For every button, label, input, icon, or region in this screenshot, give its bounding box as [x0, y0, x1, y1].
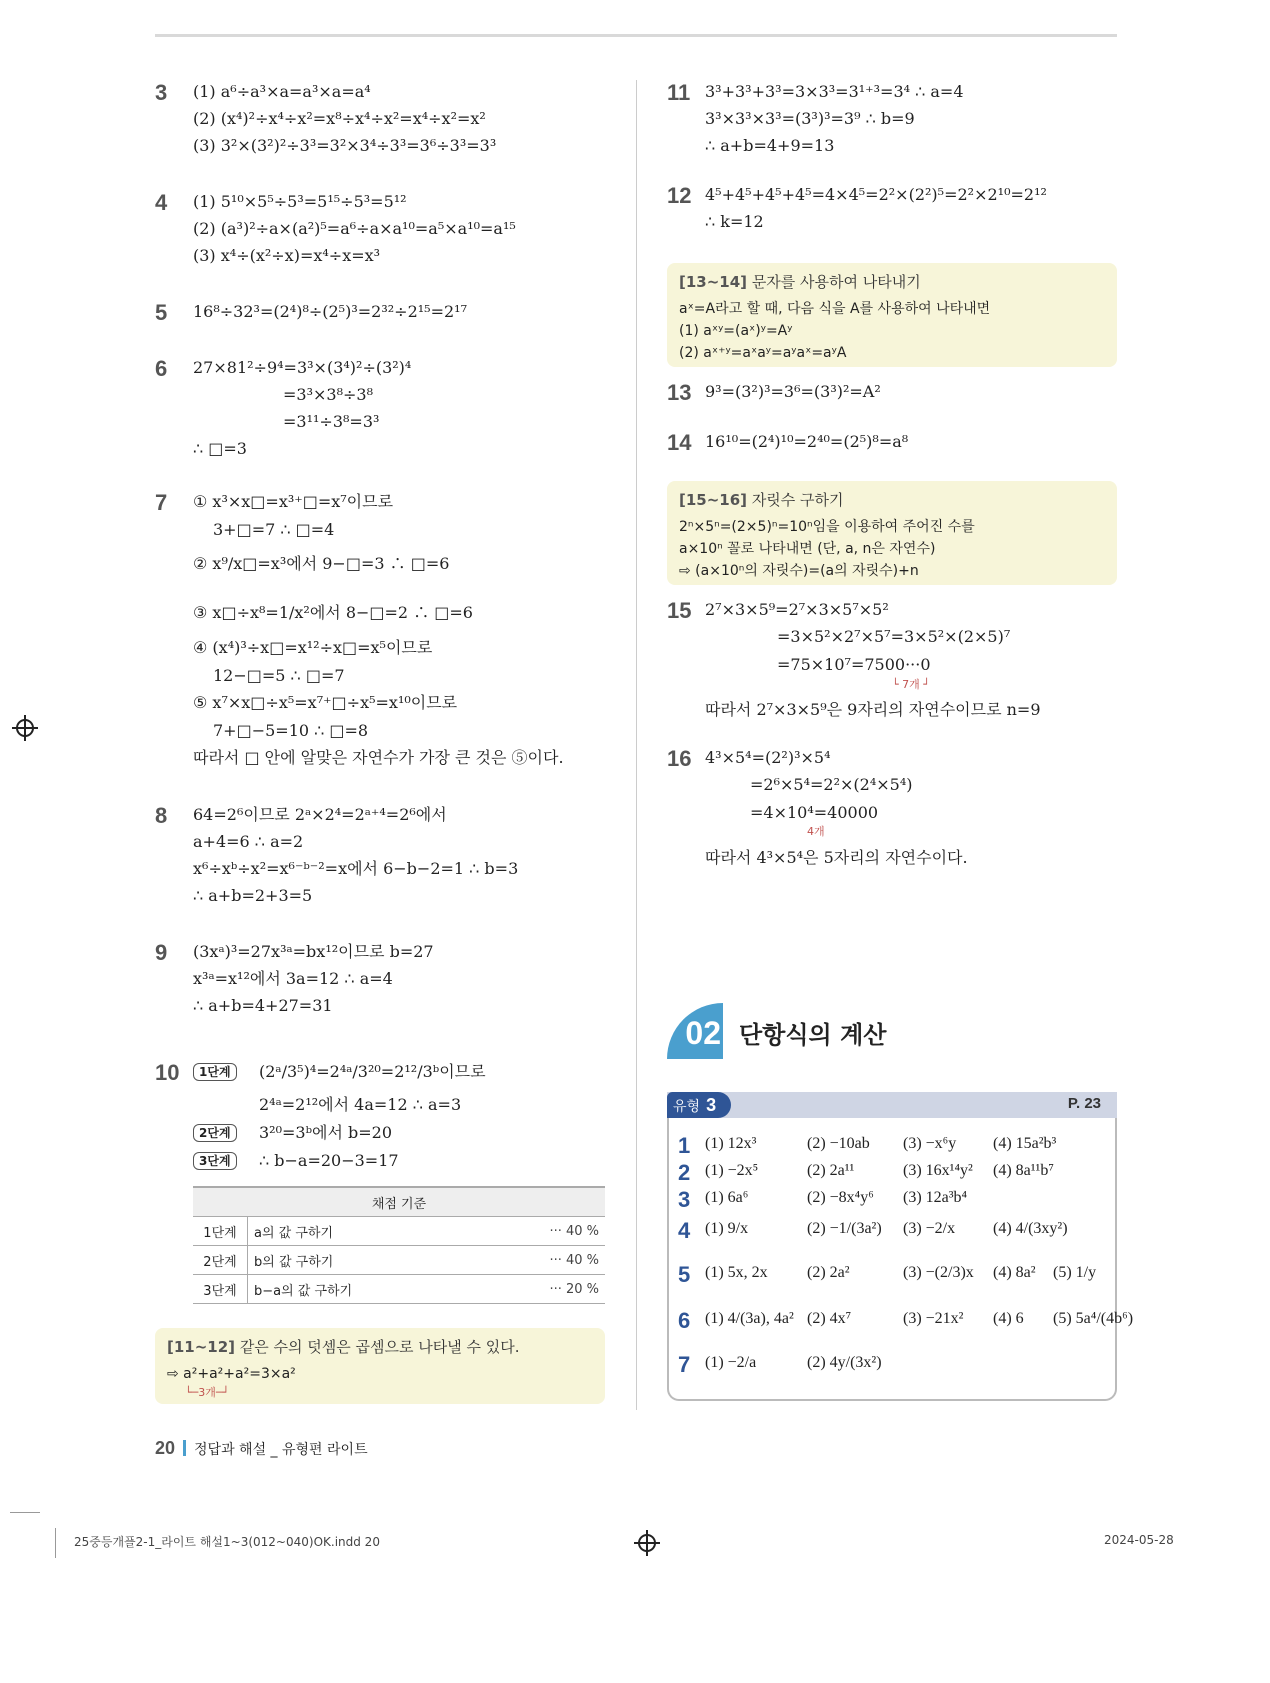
solution-line: =2⁶×5⁴=2²×(2⁴×5⁴): [750, 775, 913, 794]
tip-box-15-16: [667, 481, 1117, 585]
solution-line: ② x⁹/x□=x³에서 9−□=3 ∴ □=6: [193, 554, 450, 573]
problem-number: 7: [155, 490, 168, 515]
answer-item: (3) −21x²: [903, 1310, 964, 1327]
solution-line: ∴ a+b=4+27=31: [193, 996, 333, 1015]
solution-line: (2) (x⁴)²÷x⁴÷x²=x⁸÷x⁴÷x²=x⁴÷x²=x²: [193, 109, 486, 128]
solution-line: ∴ a+b=4+9=13: [705, 136, 835, 155]
tip-range: [15~16]: [679, 491, 748, 509]
solution-line: 3³+3³+3³=3×3³=3¹⁺³=3⁴ ∴ a=4: [705, 82, 964, 101]
solution-line: =4×10⁴=40000: [750, 803, 879, 822]
answer-item: (2) −10ab: [807, 1135, 870, 1152]
tip-range: [11~12]: [167, 1338, 236, 1356]
slug-date: 2024-05-28: [1104, 1533, 1174, 1547]
solution-line: (1) 5¹⁰×5⁵÷5³=5¹⁵÷5³=5¹²: [193, 192, 407, 211]
solution-line: (3) 3²×(3²)²÷3³=3²×3⁴÷3³=3⁶÷3³=3³: [193, 136, 497, 155]
solution-line: 따라서 □ 안에 알맞은 자연수가 가장 큰 것은 ⑤이다.: [193, 748, 564, 767]
problem-number: 8: [155, 803, 168, 828]
page-reference: P. 23: [1067, 1095, 1101, 1112]
solution-line: 따라서 4³×5⁴은 5자리의 자연수이다.: [705, 848, 968, 867]
count-annotation: └─3개─┘: [185, 1386, 230, 1399]
table-row: [193, 1246, 605, 1275]
solution-line: ∴ b−a=20−3=17: [259, 1151, 399, 1170]
table-row: [193, 1217, 605, 1246]
solution-line: ∴ a+b=2+3=5: [193, 886, 313, 905]
problem-number: 15: [667, 598, 692, 623]
problem-number: 4: [155, 190, 168, 215]
answer-number: 3: [678, 1187, 691, 1212]
answer-item: (2) −8x⁴y⁶: [807, 1189, 874, 1206]
step-badge: 1단계: [193, 1063, 237, 1081]
top-rule: [155, 34, 1117, 37]
page-footer: [155, 1438, 368, 1459]
tip-line: (1) aˣʸ=(aˣ)ʸ=Aʸ: [679, 323, 793, 339]
count-annotation: 4개: [807, 825, 825, 838]
step-cell: 2단계: [193, 1246, 248, 1275]
answer-number: 5: [678, 1262, 691, 1287]
answer-item: (4) 8a¹¹b⁷: [993, 1162, 1054, 1179]
answer-item: (1) −2x⁵: [705, 1162, 759, 1179]
content-cell: b의 값 구하기: [248, 1246, 481, 1275]
solution-line: =3³×3⁸÷3⁸: [283, 385, 373, 404]
points-cell: ··· 20 %: [480, 1275, 605, 1304]
section-number: 02: [667, 1003, 723, 1059]
problem-number: 14: [667, 430, 692, 455]
solution-line: 3²⁰=3ᵇ에서 b=20: [259, 1123, 392, 1142]
problem-number: 10: [155, 1060, 180, 1085]
solution-line: 3³×3³×3³=(3³)³=3⁹ ∴ b=9: [705, 109, 915, 128]
crop-mark: [10, 1512, 40, 1513]
answer-item: (3) 12a³b⁴: [903, 1189, 968, 1206]
solution-line: 4³×5⁴=(2²)³×5⁴: [705, 748, 831, 767]
answer-item: (4) 8a²: [993, 1264, 1036, 1281]
answer-item: (2) 4y/(3x²): [807, 1354, 882, 1371]
answer-item: (1) 5x, 2x: [705, 1264, 768, 1281]
answer-item: (1) 6a⁶: [705, 1189, 749, 1206]
answer-item: (4) 15a²b³: [993, 1135, 1057, 1152]
problem-number: 5: [155, 300, 168, 325]
type-bar: [667, 1092, 1117, 1118]
solution-line: 2⁷×3×5⁹=2⁷×3×5⁷×5²: [705, 600, 889, 619]
tip-title: 자릿수 구하기: [751, 491, 844, 509]
points-cell: ··· 40 %: [480, 1246, 605, 1275]
type-number: 3: [706, 1095, 717, 1115]
tip-line: a×10ⁿ 꼴로 나타내면 (단, a, n은 자연수): [679, 541, 936, 557]
count-annotation: └ 7개 ┘: [892, 678, 930, 691]
step-cell: 3단계: [193, 1275, 248, 1304]
solution-line: ⑤ x⁷×x□÷x⁵=x⁷⁺□÷x⁵=x¹⁰이므로: [193, 693, 458, 712]
solution-line: 12−□=5 ∴ □=7: [213, 666, 345, 685]
answer-item: (2) −1/(3a²): [807, 1220, 882, 1237]
grading-table: [193, 1186, 605, 1304]
footer-title: 정답과 해설 _ 유형편 라이트: [194, 1442, 368, 1458]
solution-line: 7+□−5=10 ∴ □=8: [213, 721, 369, 740]
solution-line: (3) x⁴÷(x²÷x)=x⁴÷x=x³: [193, 246, 381, 265]
answer-item: (2) 2a¹¹: [807, 1162, 855, 1179]
problem-number: 3: [155, 80, 168, 105]
answer-item: (1) −2/a: [705, 1354, 757, 1371]
solution-line: 2⁴ᵃ=2¹²에서 4a=12 ∴ a=3: [259, 1095, 462, 1114]
table-row: [193, 1275, 605, 1304]
answer-item: (1) 9/x: [705, 1220, 749, 1237]
slug-filename: 25중등개플2-1_라이트 해설1~3(012~040)OK.indd 20: [74, 1535, 380, 1549]
solution-line: 64=2⁶이므로 2ᵃ×2⁴=2ᵃ⁺⁴=2⁶에서: [193, 805, 447, 824]
tip-line: aˣ=A라고 할 때, 다음 식을 A를 사용하여 나타내면: [679, 301, 991, 317]
points-cell: ··· 40 %: [480, 1217, 605, 1246]
tip-title: 문자를 사용하여 나타내기: [751, 273, 921, 291]
step-badge: 3단계: [193, 1152, 237, 1170]
solution-line: x⁶÷xᵇ÷x²=x⁶⁻ᵇ⁻²=x에서 6−b−2=1 ∴ b=3: [193, 859, 519, 878]
page-number: 20: [155, 1438, 176, 1458]
step-badge: 2단계: [193, 1124, 237, 1142]
solution-line: ∴ k=12: [705, 212, 764, 231]
column-divider: [636, 80, 637, 1410]
solution-line: (3xᵃ)³=27x³ᵃ=bx¹²이므로 b=27: [193, 942, 434, 961]
solution-line: 16⁸÷32³=(2⁴)⁸÷(2⁵)³=2³²÷2¹⁵=2¹⁷: [193, 302, 467, 321]
answer-item: (5) 5a⁴/(4b⁶): [1053, 1310, 1134, 1327]
answer-item: (3) −(2/3)x: [903, 1264, 974, 1281]
solution-line: 16¹⁰=(2⁴)¹⁰=2⁴⁰=(2⁵)⁸=a⁸: [705, 432, 909, 451]
solution-line: 9³=(3²)³=3⁶=(3³)²=A²: [705, 382, 881, 401]
problem-number: 13: [667, 380, 692, 405]
answer-item: (1) 4/(3a), 4a²: [705, 1310, 794, 1327]
answer-row: [667, 1187, 1117, 1217]
answer-item: (1) 12x³: [705, 1135, 757, 1152]
problem-number: 12: [667, 183, 692, 208]
tip-line: ⇨ a²+a²+a²=3×a²: [167, 1366, 296, 1382]
section-title: 단항식의 계산: [739, 1021, 887, 1049]
answer-item: (4) 6: [993, 1310, 1024, 1327]
type-label: [667, 1092, 731, 1118]
answer-row: [667, 1218, 1117, 1248]
answer-number: 1: [678, 1133, 691, 1158]
solution-line: =3¹¹÷3⁸=3³: [283, 412, 380, 431]
problem-number: 16: [667, 746, 692, 771]
solution-line: 따라서 2⁷×3×5⁹은 9자리의 자연수이므로 n=9: [705, 700, 1041, 719]
answer-number: 6: [678, 1308, 691, 1333]
answer-row: [667, 1160, 1117, 1190]
answer-number: 7: [678, 1352, 691, 1377]
problem-number: 6: [155, 356, 168, 381]
answer-item: (2) 2a²: [807, 1264, 850, 1281]
answer-row: [667, 1352, 1117, 1382]
solution-line: 3+□=7 ∴ □=4: [213, 520, 335, 539]
registration-mark-icon: [16, 719, 34, 737]
answer-item: (4) 4/(3xy²): [993, 1220, 1068, 1237]
crop-mark: [55, 1528, 56, 1558]
registration-mark-icon: [638, 1534, 656, 1552]
content-cell: b−a의 값 구하기: [248, 1275, 481, 1304]
tip-box-11-12: [155, 1328, 605, 1404]
solution-line: (2) (a³)²÷a×(a²)⁵=a⁶÷a×a¹⁰=a⁵×a¹⁰=a¹⁵: [193, 219, 516, 238]
tip-line: 2ⁿ×5ⁿ=(2×5)ⁿ=10ⁿ임을 이용하여 주어진 수를: [679, 519, 975, 535]
solution-line: (1) a⁶÷a³×a=a³×a=a⁴: [193, 82, 371, 101]
answer-item: (2) 4x⁷: [807, 1310, 852, 1327]
answer-item: (5) 1/y: [1053, 1264, 1097, 1281]
solution-line: (2ᵃ/3⁵)⁴=2⁴ᵃ/3²⁰=2¹²/3ᵇ이므로: [259, 1062, 486, 1081]
answer-item: (3) −x⁶y: [903, 1135, 957, 1152]
step-cell: 1단계: [193, 1217, 248, 1246]
solution-line: ④ (x⁴)³÷x□=x¹²÷x□=x⁵이므로: [193, 638, 433, 657]
solution-line: ∴ □=3: [193, 439, 247, 458]
solution-line: ① x³×x□=x³⁺□=x⁷이므로: [193, 492, 394, 511]
solution-line: =75×10⁷=7500···0: [777, 655, 931, 674]
answer-row: [667, 1133, 1117, 1163]
solution-line: 27×81²÷9⁴=3³×(3⁴)²÷(3²)⁴: [193, 358, 412, 377]
solution-line: =3×5²×2⁷×5⁷=3×5²×(2×5)⁷: [777, 627, 1011, 646]
section-heading: [667, 1003, 887, 1059]
type-label-text: 유형: [673, 1099, 701, 1115]
tip-line: ⇨ (a×10ⁿ의 자릿수)=(a의 자릿수)+n: [679, 563, 919, 579]
answer-row: [667, 1262, 1117, 1292]
solution-line: x³ᵃ=x¹²에서 3a=12 ∴ a=4: [193, 969, 393, 988]
footer-divider: [183, 1440, 186, 1456]
tip-box-13-14: [667, 263, 1117, 367]
answer-item: (3) −2/x: [903, 1220, 956, 1237]
answer-item: (3) 16x¹⁴y²: [903, 1162, 973, 1179]
problem-number: 9: [155, 940, 168, 965]
solution-line: 4⁵+4⁵+4⁵+4⁵=4×4⁵=2²×(2²)⁵=2²×2¹⁰=2¹²: [705, 185, 1047, 204]
tip-line: (2) aˣ⁺ʸ=aˣaʸ=aʸaˣ=aʸA: [679, 345, 847, 361]
answer-row: [667, 1308, 1134, 1338]
tip-range: [13~14]: [679, 273, 748, 291]
answer-number: 2: [678, 1160, 691, 1185]
answer-number: 4: [678, 1218, 691, 1243]
grading-header: 채점 기준: [193, 1187, 605, 1217]
tip-title: 같은 수의 덧셈은 곱셈으로 나타낼 수 있다.: [239, 1338, 520, 1356]
problem-number: 11: [667, 80, 691, 105]
content-cell: a의 값 구하기: [248, 1217, 481, 1246]
solution-line: a+4=6 ∴ a=2: [193, 832, 304, 851]
solution-line: ③ x□÷x⁸=1/x²에서 8−□=2 ∴ □=6: [193, 603, 473, 622]
